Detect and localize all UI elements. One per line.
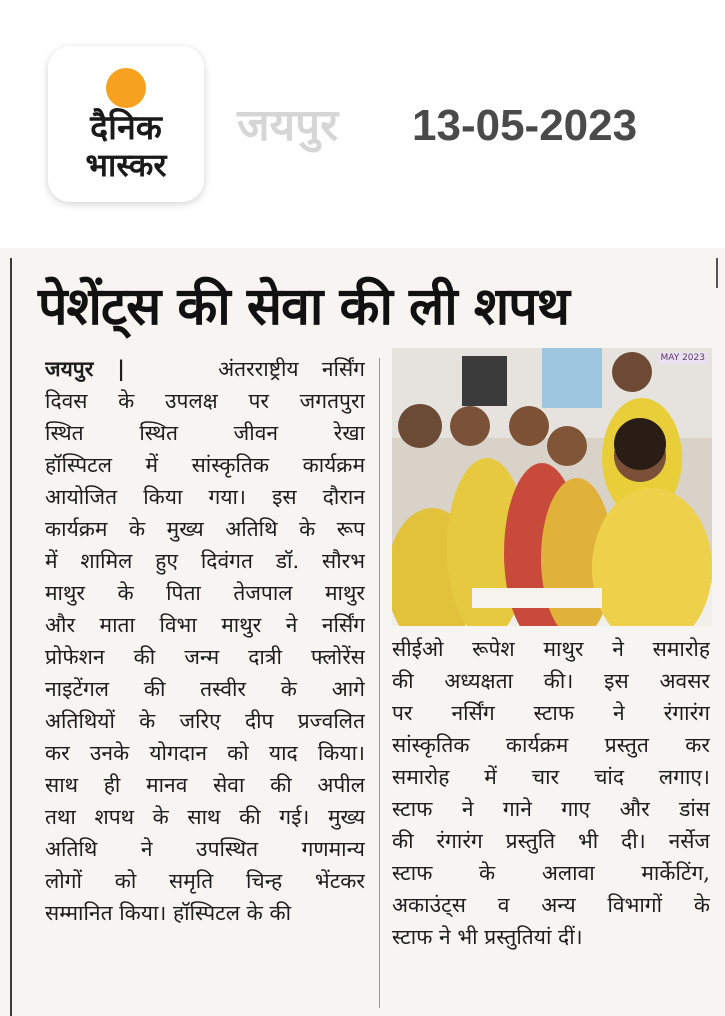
clip-border-right xyxy=(716,258,718,288)
article-line: कार्यक्रम के मुख्य अतिथि के रूप xyxy=(45,517,365,541)
nurses-cake-cutting-photo xyxy=(392,348,712,626)
article-line: पर नर्सिंग स्टाफ ने रंगारंग xyxy=(392,701,710,725)
sun-icon xyxy=(106,68,146,108)
photo-banner-text: MAY 2023 xyxy=(658,352,709,364)
article-line: दिवस के उपलक्ष पर जगतपुरा xyxy=(45,389,365,413)
article-line: अतिथियों के जरिए दीप प्रज्वलित xyxy=(45,709,365,733)
article-line: और माता विभा माथुर ने नर्सिंग xyxy=(45,613,365,637)
article-column-right xyxy=(392,633,710,953)
article-line: माथुर के पिता तेजपाल माथुर xyxy=(45,581,365,605)
article-dateline: जयपुर | xyxy=(45,356,125,381)
article-line: अकाउंट्स व अन्य विभागों के xyxy=(392,893,710,917)
article-line: की अध्यक्षता की। इस अवसर xyxy=(392,669,710,693)
edition-date: 13-05-2023 xyxy=(412,101,638,150)
article-line: सम्मानित किया। हॉस्पिटल के की xyxy=(45,901,292,925)
article-line: नाइटेंगल की तस्वीर के आगे xyxy=(45,677,365,701)
dainik-bhaskar-logo[interactable] xyxy=(48,46,204,202)
article-line: समारोह में चार चांद लगाए। xyxy=(392,765,710,789)
logo-text-dainik: दैनिक xyxy=(90,108,162,148)
article-line: में शामिल हुए दिवंगत डॉ. सौरभ xyxy=(45,549,365,573)
clip-border-left xyxy=(10,258,12,1016)
article-line: स्टाफ के अलावा मार्केटिंग, xyxy=(392,861,710,885)
logo-text-bhaskar: भास्कर xyxy=(85,146,167,184)
article-line: आयोजित किया गया। इस दौरान xyxy=(45,485,365,509)
page-header xyxy=(0,0,725,240)
article-line: हॉस्पिटल में सांस्कृतिक कार्यक्रम xyxy=(45,453,365,477)
article-headline: पेशेंट्स की सेवा की ली शपथ xyxy=(38,277,569,337)
article-line: साथ ही मानव सेवा की अपील xyxy=(45,773,365,797)
article-line: सांस्कृतिक कार्यक्रम प्रस्तुत कर xyxy=(392,733,710,757)
column-divider xyxy=(379,358,380,1008)
article-line: की रंगारंग प्रस्तुति भी दी। नर्सेज xyxy=(392,829,710,853)
article-line: तथा शपथ के साथ की गई। मुख्य xyxy=(45,805,365,829)
edition-city: जयपुर xyxy=(237,100,339,151)
article-photo[interactable] xyxy=(392,348,712,626)
newspaper-clipping xyxy=(0,248,725,1016)
article-line: स्टाफ ने भी प्रस्तुतियां दीं। xyxy=(392,925,583,949)
article-column-left xyxy=(45,353,365,929)
article-line: कर उनके योगदान को याद किया। xyxy=(45,741,365,765)
article-line: सीईओ रूपेश माथुर ने समारोह xyxy=(392,637,710,661)
article-line: जयपुर | अंतरराष्ट्रीय नर्सिंग xyxy=(45,356,365,381)
article-line: स्टाफ ने गाने गाए और डांस xyxy=(392,797,710,821)
article-line: स्थित स्थित जीवन रेखा xyxy=(45,421,365,445)
article-line: अतिथि ने उपस्थित गणमान्य xyxy=(45,837,365,861)
article-line: प्रोफेशन की जन्म दात्री फ्लोरेंस xyxy=(45,645,365,669)
article-line: लोगों को समृति चिन्ह भेंटकर xyxy=(45,869,365,893)
